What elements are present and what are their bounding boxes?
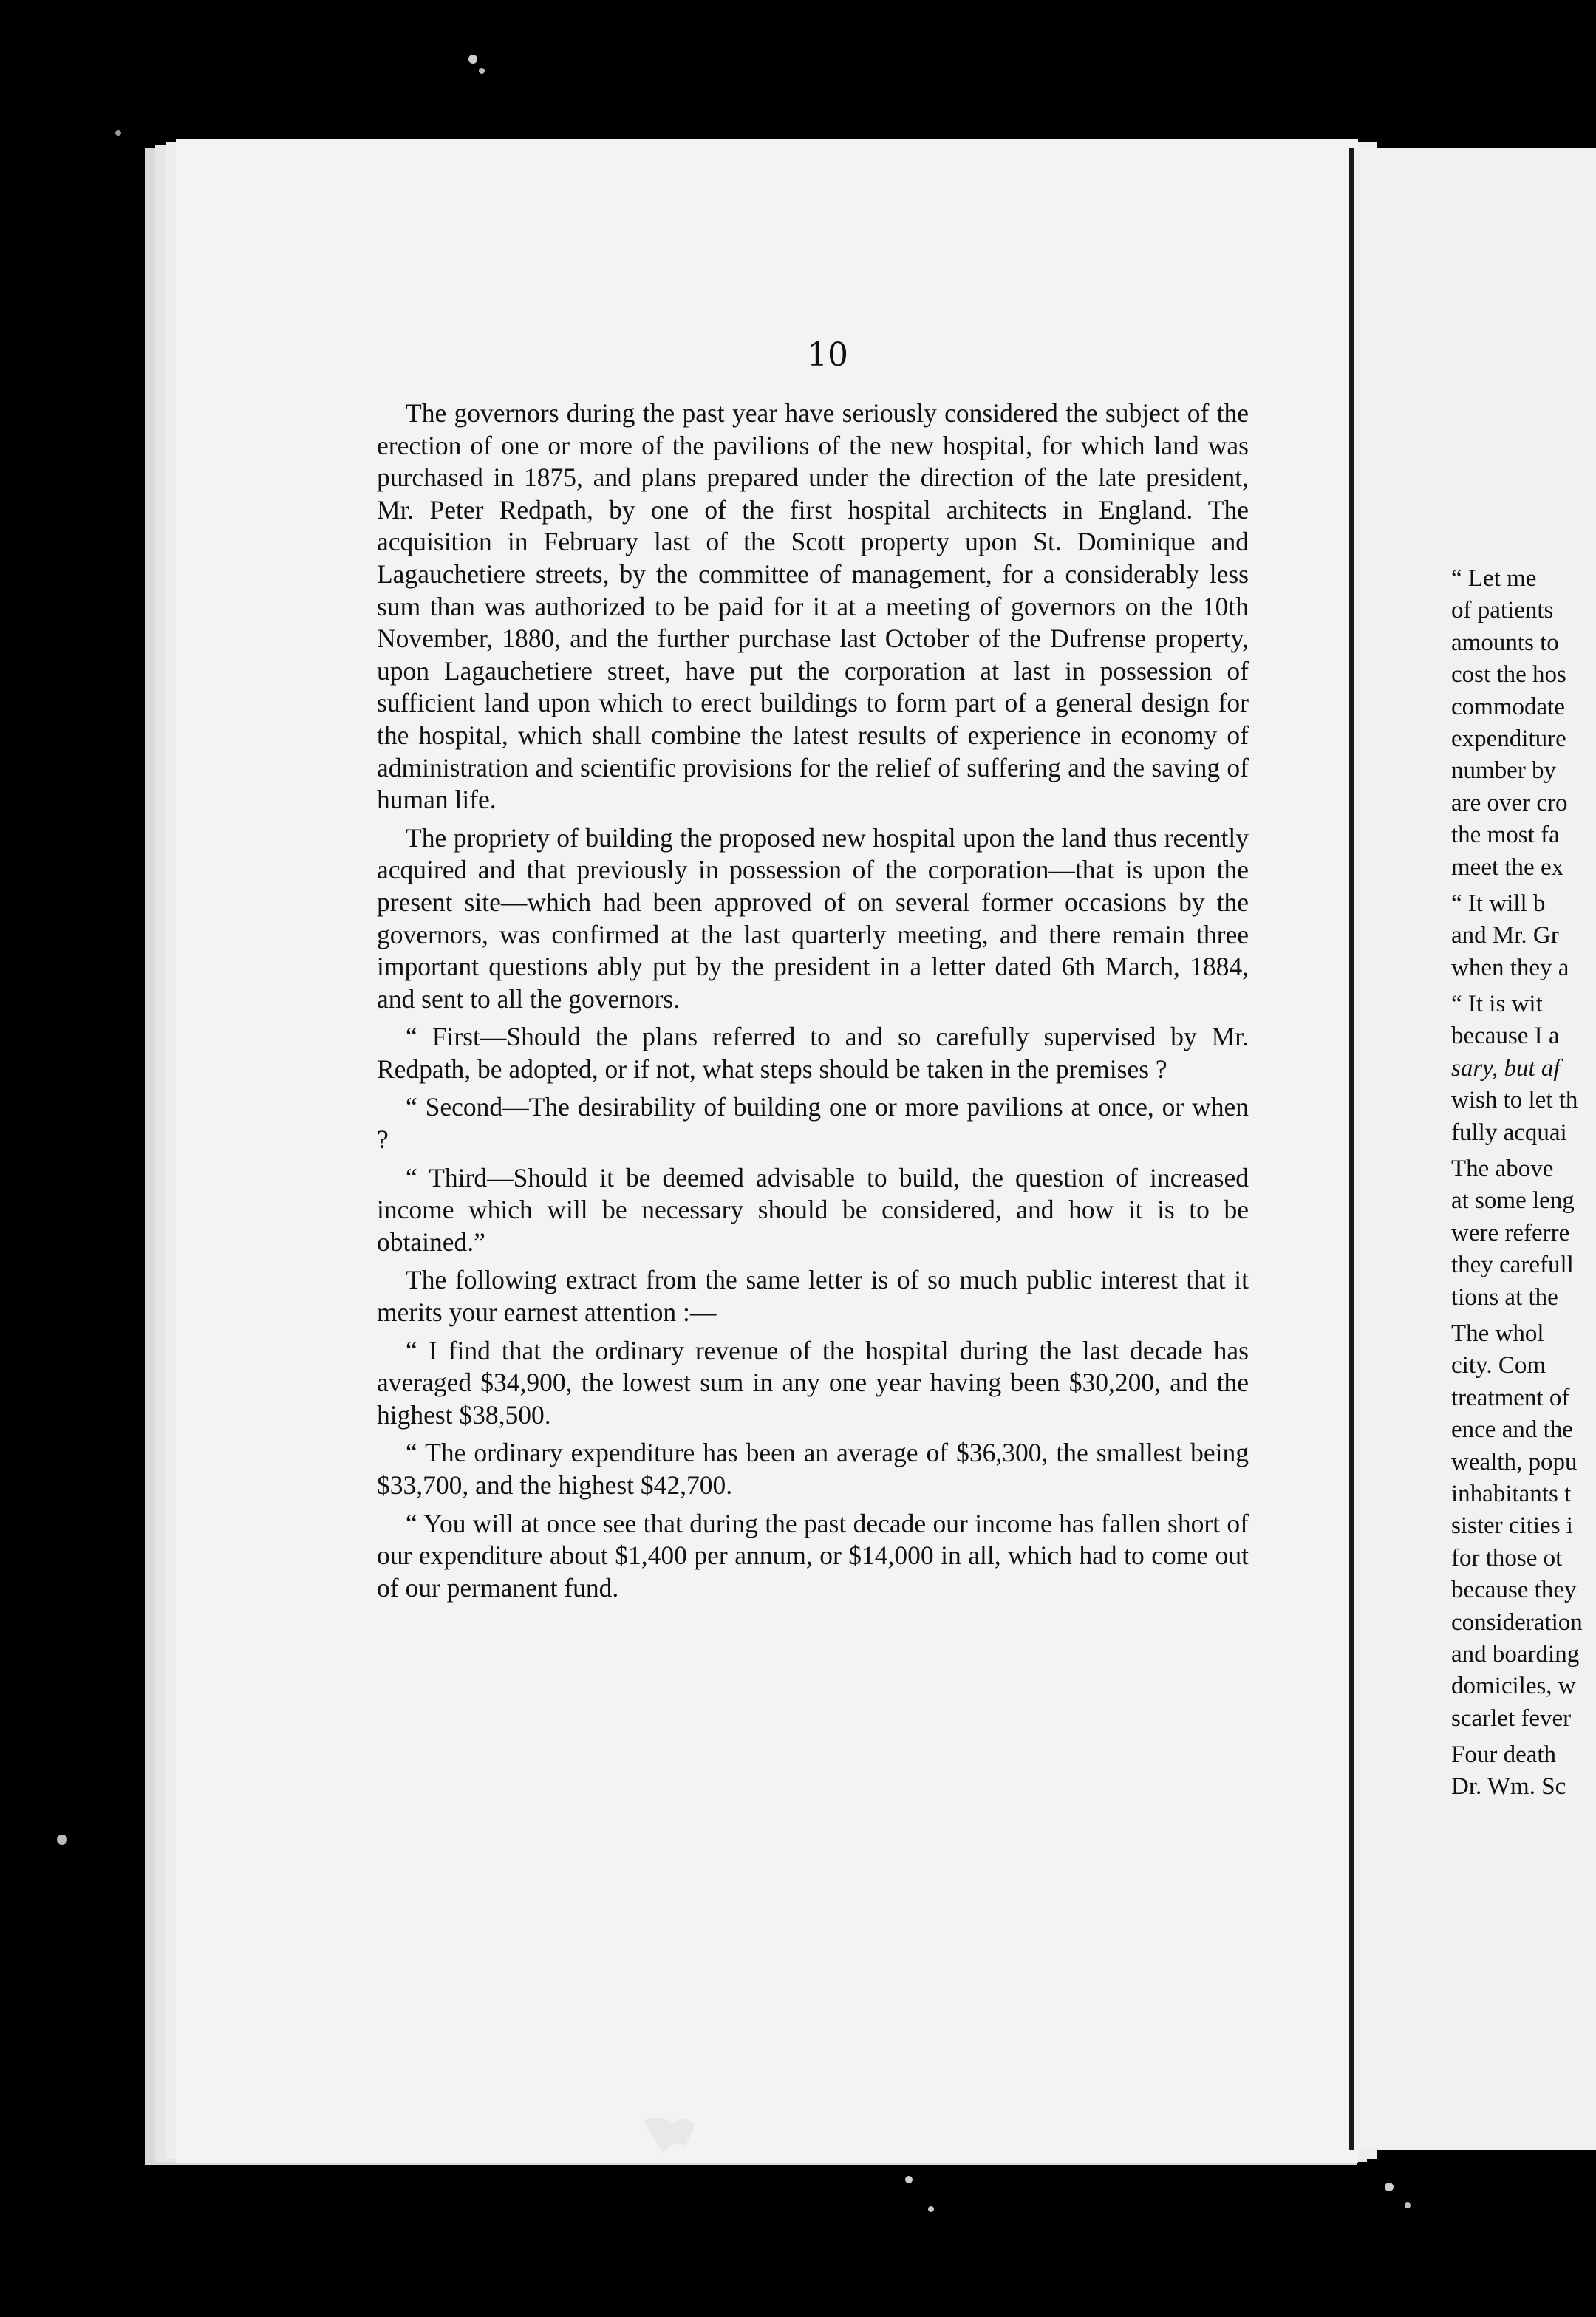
paragraph: The following extract from the same letter is of so much public interest that it merits your earnest attention :— bbox=[377, 1265, 1249, 1328]
text-line: city. Com bbox=[1451, 1352, 1546, 1379]
text-line: at some leng bbox=[1451, 1187, 1575, 1215]
paragraph: “ I find that the ordinary revenue of the hospital during the last decade has averaged $34,900, the lowest sum in any one year having been $30,200, and the highest $38,500. bbox=[377, 1335, 1249, 1430]
right-page-text bbox=[1451, 563, 1596, 1804]
paragraph: “ Second—The desirability of building one or more pavilions at once, or when ? bbox=[377, 1092, 1249, 1155]
dust-speck bbox=[115, 130, 121, 136]
paragraph: “ You will at once see that during the past decade our income has fallen short of our expenditure about $1,400 per annum, or $14,000 in all, which had to come out of our permanent fund. bbox=[377, 1508, 1249, 1603]
text-line: consideration bbox=[1451, 1608, 1583, 1636]
text-line: “ Let me bbox=[1451, 565, 1537, 592]
page-number: 10 bbox=[807, 336, 848, 374]
text-line: they carefull bbox=[1451, 1252, 1574, 1279]
text-line: sary, but af bbox=[1451, 1054, 1561, 1082]
text-line: of patients bbox=[1451, 597, 1554, 624]
text-line: The whol bbox=[1451, 1320, 1544, 1347]
dust-speck bbox=[57, 1835, 67, 1845]
text-line: inhabitants t bbox=[1451, 1480, 1572, 1507]
text-line: Dr. Wm. Sc bbox=[1451, 1773, 1566, 1801]
text-line: for those ot bbox=[1451, 1544, 1563, 1572]
paragraph: “ The ordinary expenditure has been an average of $36,300, the smallest being $33,700, and the highest $42,700. bbox=[377, 1438, 1249, 1500]
text-line: treatment of bbox=[1451, 1384, 1570, 1411]
text-line: The above bbox=[1451, 1156, 1554, 1183]
text-line: ence and the bbox=[1451, 1416, 1573, 1444]
text-line: wealth, popu bbox=[1451, 1448, 1578, 1475]
text-line: meet the ex bbox=[1451, 853, 1564, 881]
text-line: are over cro bbox=[1451, 789, 1568, 816]
paragraph: “ First—Should the plans referred to and so carefully supervised by Mr. Redpath, be adopted, or if not, what steps should be taken in the premises ? bbox=[377, 1022, 1249, 1084]
text-line: expenditure bbox=[1451, 725, 1566, 752]
text-line: and boarding bbox=[1451, 1640, 1580, 1668]
paragraph: The propriety of building the proposed new hospital upon the land thus recently acquired and that previously in possession of the corporation—that is upon the present site—which had been approved of on several former occasions by the governors, was confirmed at the last quarterly meeting, and there remain three important questions ably put by the president in a letter dated 6th March, 1884, and sent to all the governors. bbox=[377, 822, 1249, 1014]
text-line: commodate bbox=[1451, 693, 1565, 720]
paragraph: The governors during the past year have seriously considered the subject of the erection of one or more of the pavilions of the new hospital, for which land was purchased in 1875, and plans prepared under the direction of the late president, Mr. Peter Redpath, by one of the first hospital architects in England. The acquisition in February last of the Scott property upon St. Dominique and Lagauchetiere streets, by the committee of management, for a considerably less sum than was authorized to be paid for it at a meeting of governors on the 10th November, 1880, and the further purchase last October of the Dufrense property, upon Lagauchetiere street, have put the corporation at last in possession of sufficient land upon which to erect buildings to form part of a general design for the hospital, which shall combine the latest results of experience in economy of administration and scientific provisions for the relief of suffering and the saving of human life. bbox=[377, 398, 1249, 815]
dust-speck bbox=[905, 2176, 913, 2183]
text-line: because they bbox=[1451, 1577, 1577, 1604]
text-line: tions at the bbox=[1451, 1283, 1558, 1311]
text-line: amounts to bbox=[1451, 629, 1559, 656]
dust-speck bbox=[479, 68, 485, 74]
text-line: cost the hos bbox=[1451, 661, 1566, 689]
text-line: wish to let th bbox=[1451, 1087, 1578, 1114]
text-line: sister cities i bbox=[1451, 1512, 1573, 1540]
dust-speck bbox=[1405, 2202, 1411, 2208]
dust-speck bbox=[468, 55, 477, 64]
text-line: were referre bbox=[1451, 1219, 1570, 1246]
left-page-text bbox=[377, 397, 1249, 1610]
text-line: number by bbox=[1451, 757, 1557, 785]
text-line: because I a bbox=[1451, 1023, 1560, 1050]
text-line: the most fa bbox=[1451, 822, 1560, 849]
paragraph: “ Third—Should it be deemed advisable to build, the question of increased income which will be necessary should be considered, and how it is to be obtained.” bbox=[377, 1162, 1249, 1257]
text-line: fully acquai bbox=[1451, 1119, 1567, 1146]
text-line: “ It will b bbox=[1451, 890, 1546, 917]
right-page bbox=[1349, 148, 1596, 2150]
dust-speck bbox=[1385, 2183, 1394, 2191]
dust-speck bbox=[928, 2206, 934, 2212]
text-line: Four death bbox=[1451, 1741, 1557, 1769]
text-line: scarlet fever bbox=[1451, 1705, 1572, 1732]
text-line: when they a bbox=[1451, 954, 1569, 981]
text-line: domiciles, w bbox=[1451, 1673, 1576, 1700]
text-line: “ It is wit bbox=[1451, 991, 1543, 1018]
text-line: and Mr. Gr bbox=[1451, 922, 1559, 949]
